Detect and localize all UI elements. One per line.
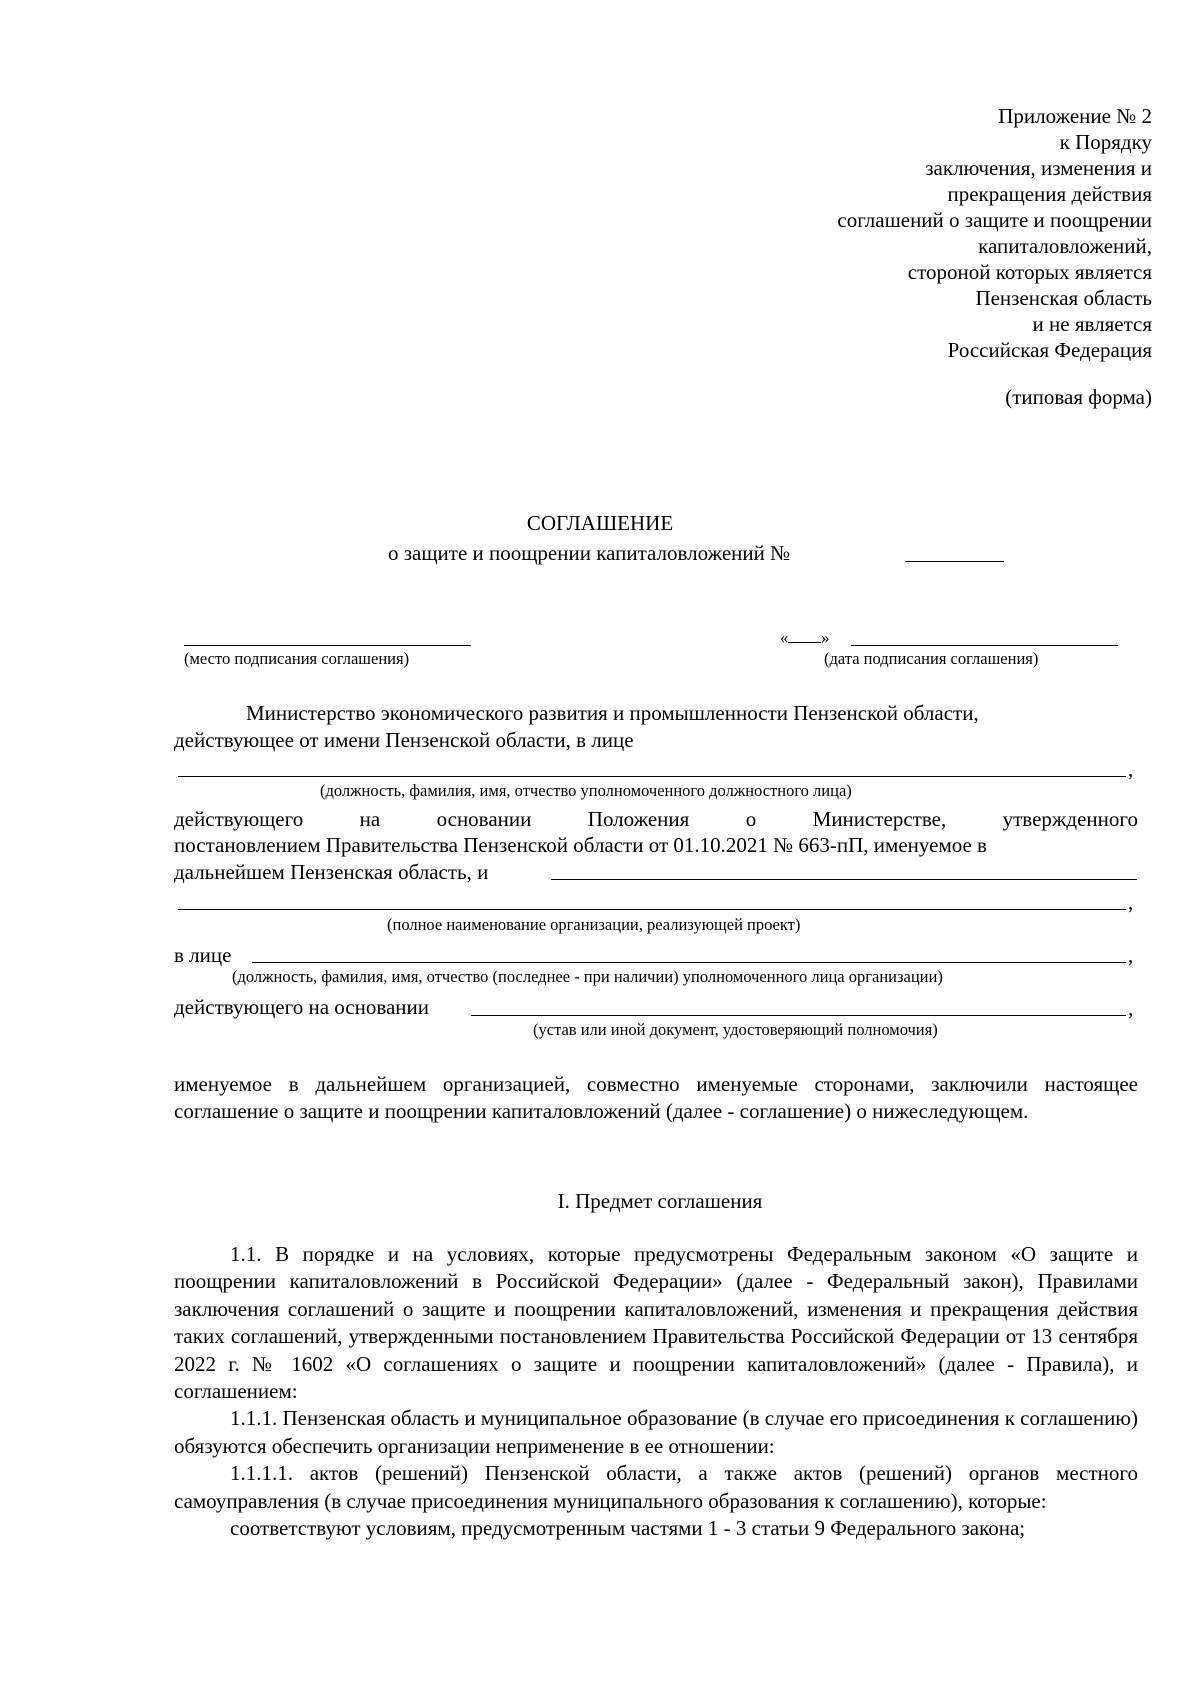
appendix-line: Приложение № 2: [998, 104, 1152, 128]
appendix-line: и не является: [1032, 312, 1152, 336]
signing-place-line[interactable]: [184, 645, 471, 646]
signing-place-caption: (место подписания соглашения): [184, 649, 410, 668]
preamble-end: [174, 1071, 1138, 1125]
ministry-line-2: действующее от имени Пензенской области, в лице: [174, 728, 634, 752]
org-official-line[interactable]: [252, 962, 1126, 963]
official-line-comma: ,: [1128, 757, 1134, 781]
basis-line-1: действующего на основании Положения о Министерстве, утвержденного: [174, 807, 1138, 831]
clause-conditions: соответствуют условиям, предусмотренным частями 1 - 3 статьи 9 Федерального закона;: [230, 1516, 1026, 1541]
basis-line-3: дальнейшем Пензенская область, и: [174, 860, 489, 884]
appendix-line: стороной которых является: [907, 260, 1152, 284]
org-official-line-comma: ,: [1128, 943, 1134, 967]
agreement-number-line[interactable]: [905, 561, 1004, 562]
acting-basis-label: действующего на основании: [174, 995, 430, 1019]
appendix-line: капиталовложений,: [978, 234, 1152, 258]
appendix-line: соглашений о защите и поощрении: [837, 208, 1152, 232]
organization-line-b[interactable]: [178, 909, 1126, 910]
document-caption: (устав или иной документ, удостоверяющий полномочия): [533, 1020, 938, 1039]
quote-open: «: [780, 628, 789, 647]
appendix-line: к Порядку: [1059, 130, 1152, 154]
appendix-block: [552, 103, 1152, 363]
section-body: [174, 1241, 1138, 1542]
subtitle-text: о защите и поощрении капиталовложений №: [388, 541, 791, 565]
acting-basis-line-comma: ,: [1128, 996, 1134, 1020]
official-line[interactable]: [178, 776, 1126, 777]
organization-line-a[interactable]: [551, 879, 1137, 880]
signing-date-caption: (дата подписания соглашения): [824, 649, 1039, 668]
org-official-caption: (должность, фамилия, имя, отчество (последнее - при наличии) уполномоченного лица организации): [232, 967, 943, 986]
appendix-line: заключения, изменения и: [925, 156, 1152, 180]
clause-1-1-1-1: 1.1.1.1. актов (решений) Пензенской области, а также актов (решений) органов местного самоуправления (в случае присоединения муниципального образования к соглашению), которые:: [174, 1461, 1138, 1513]
document-subtitle: [388, 540, 790, 566]
official-caption: (должность, фамилия, имя, отчество уполномоченного должностного лица): [320, 781, 852, 800]
signing-date-day: [780, 628, 830, 648]
signing-date-line[interactable]: [851, 645, 1118, 646]
organization-line-comma: ,: [1128, 890, 1134, 914]
preamble-text: именуемое в дальнейшем организацией, совместно именуемые сторонами, заключили настоящее соглашение о защите и поощрении капиталовложений (далее - соглашение) о нижеследующем.: [174, 1072, 1138, 1123]
clause-1-1: 1.1. В порядке и на условиях, которые предусмотрены Федеральным законом «О защите и поощрении капиталовложений в Российской Федерации» (далее - Федеральный закон), Правилами заключения соглашений о защите и поощрении капиталовложений, изменения и прекращения действия таких соглашений, утвержденными постановлением Правительства Российской Федерации от 13 сентября 2022 г. № 1602 «О соглашениях о защите и поощрении капиталовложений» (далее - Правила), и соглашением:: [174, 1242, 1138, 1404]
form-type-label: (типовая форма): [1005, 385, 1152, 409]
appendix-line: прекращения действия: [947, 182, 1152, 206]
in-person-label: в лице: [174, 943, 232, 967]
clause-1-1-1: 1.1.1. Пензенская область и муниципальное образование (в случае его присоединения к соглашению) обязуются обеспечить организации неприменение в ее отношении:: [174, 1406, 1138, 1458]
organization-caption: (полное наименование организации, реализующей проект): [387, 915, 801, 934]
basis-line-2: постановлением Правительства Пензенской области от 01.10.2021 № 663-пП, именуемое в: [174, 833, 987, 857]
quote-close: »: [821, 628, 830, 647]
ministry-line-1: Министерство экономического развития и промышленности Пензенской области,: [246, 701, 979, 725]
appendix-line: Российская Федерация: [947, 338, 1152, 362]
appendix-line: Пензенская область: [975, 286, 1152, 310]
day-blank[interactable]: [788, 630, 821, 643]
acting-basis-line[interactable]: [471, 1015, 1126, 1016]
document-title: СОГЛАШЕНИЕ: [526, 511, 674, 535]
section-heading: I. Предмет соглашения: [557, 1189, 763, 1213]
